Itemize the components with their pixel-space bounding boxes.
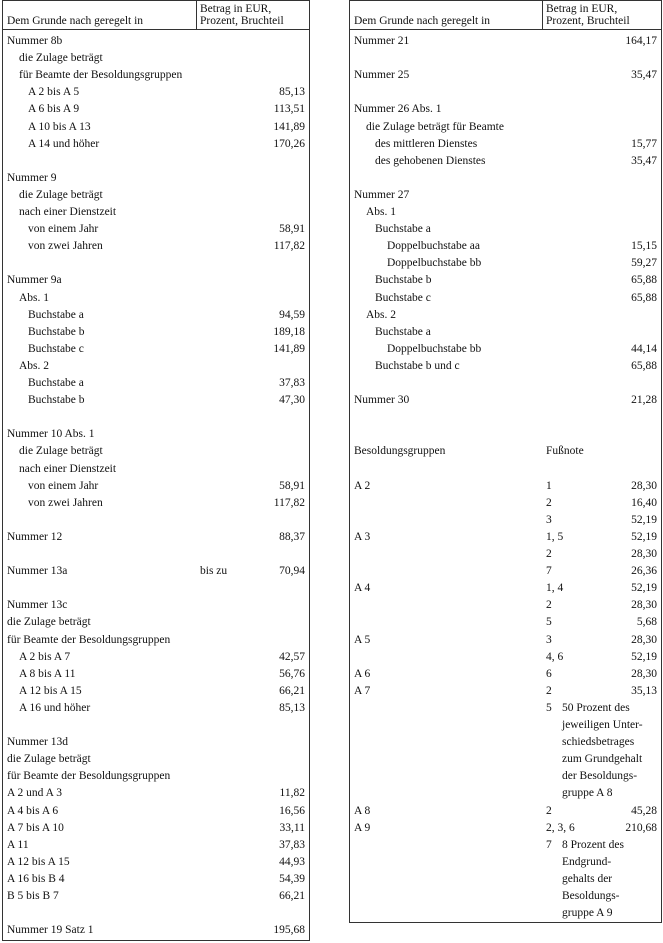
row-label: Buchstabe b und c [375, 359, 460, 372]
left-table-row [3, 563, 309, 580]
row-label: A 6 bis A 9 [28, 103, 80, 116]
row-footnote-text: gruppe A 9 [562, 907, 613, 920]
row-label: von zwei Jahren [28, 496, 103, 509]
row-label: A 6 [354, 667, 371, 680]
row-footnote: 6 [546, 667, 552, 680]
row-footnote-text: 50 Prozent des [562, 701, 630, 714]
row-value: 47,30 [279, 394, 305, 407]
row-value: 117,82 [273, 240, 305, 253]
right-table-row [350, 101, 661, 118]
left-table-row [3, 67, 309, 84]
row-label: Buchstabe a [28, 377, 84, 389]
right-table-row [350, 375, 661, 392]
left-table-row [3, 307, 309, 324]
row-value: 35,47 [631, 154, 657, 167]
right-table-row [350, 649, 661, 666]
left-table-row [3, 734, 309, 751]
left-table-row [3, 495, 309, 512]
row-footnote: Fußnote [546, 445, 584, 458]
row-label: für Beamte der Besoldungsgruppen [7, 770, 171, 783]
row-label: A 5 [354, 633, 371, 646]
row-label: von einem Jahr [28, 479, 99, 492]
left-table-row [3, 683, 309, 700]
row-label: Nummer 19 Satz 1 [7, 924, 94, 937]
right-table-row [350, 785, 661, 802]
right-table-row [350, 529, 661, 546]
row-value: 45,28 [631, 804, 657, 817]
row-label: Abs. 1 [366, 206, 397, 218]
row-label: Doppelbuchstabe aa [387, 240, 480, 253]
row-label: Nummer 13a [7, 565, 68, 578]
row-value: 210,68 [625, 821, 657, 834]
left-table-row [3, 837, 309, 854]
row-value: 54,39 [279, 872, 305, 885]
row-value: 85,13 [279, 701, 305, 714]
row-label: Buchstabe c [375, 291, 431, 304]
row-label: A 3 [354, 530, 371, 543]
right-header-col1: Dem Grunde nach geregelt in [354, 15, 491, 27]
row-label: A 11 [7, 838, 29, 851]
row-label: von einem Jahr [28, 223, 99, 236]
row-value: 65,88 [631, 274, 657, 287]
row-value: 164,17 [625, 35, 657, 47]
left-table-row [3, 136, 309, 153]
left-table-row [3, 785, 309, 802]
row-value: 195,68 [273, 924, 305, 937]
left-table-row [3, 649, 309, 666]
row-label: die Zulage beträgt [7, 616, 91, 629]
right-header-divider [542, 1, 543, 29]
row-label: Buchstabe a [28, 308, 84, 321]
right-table-row [350, 854, 661, 871]
row-value: 170,26 [273, 137, 305, 150]
row-value: 66,21 [279, 890, 305, 902]
row-value: 37,83 [279, 838, 305, 851]
right-table-row [350, 204, 661, 221]
left-table-row [3, 768, 309, 785]
left-table-row [3, 50, 309, 67]
row-label: A 14 und höher [28, 137, 100, 150]
row-label: nach einer Dienstzeit [19, 206, 117, 218]
right-table-row [350, 871, 661, 888]
left-table-row [3, 238, 309, 255]
row-footnote: 1 [546, 479, 552, 492]
row-label: A 12 bis A 15 [19, 684, 82, 697]
right-table-row [350, 307, 661, 324]
row-qualifier: bis zu [200, 565, 228, 578]
left-table-row [3, 751, 309, 768]
left-table-row [3, 272, 309, 289]
row-value: 65,88 [631, 359, 657, 372]
row-label: A 16 bis B 4 [7, 872, 65, 885]
row-value: 117,82 [273, 496, 305, 509]
right-table-row [350, 392, 661, 409]
row-label: A 10 bis A 13 [28, 120, 91, 133]
right-table-row [350, 495, 661, 512]
left-table-row [3, 922, 309, 939]
row-label: Abs. 2 [366, 308, 397, 321]
row-value: 5,68 [636, 616, 657, 629]
right-header-rule [350, 29, 661, 30]
row-value: 16,56 [279, 804, 305, 817]
left-table-row [3, 358, 309, 375]
left-table-row [3, 614, 309, 631]
row-label: die Zulage beträgt [19, 52, 103, 65]
row-label: Nummer 8b [7, 35, 63, 47]
right-table-row [350, 187, 661, 204]
left-table-row [3, 153, 309, 170]
row-footnote: 2, 3, 6 [546, 821, 575, 834]
right-table-row [350, 136, 661, 153]
row-label: A 9 [354, 821, 371, 834]
row-label: Buchstabe b [375, 274, 432, 287]
row-footnote: 3 [546, 633, 552, 646]
row-label: A 7 [354, 684, 371, 697]
row-value: 58,91 [279, 479, 305, 492]
right-table-row [350, 820, 661, 837]
row-label: B 5 bis B 7 [7, 890, 59, 902]
row-footnote: 2 [546, 599, 552, 612]
row-footnote-text: schiedsbetrages [562, 736, 635, 749]
right-table-row [350, 358, 661, 375]
row-label: Doppelbuchstabe bb [387, 257, 482, 270]
left-table-row [3, 221, 309, 238]
row-value: 28,30 [631, 548, 657, 560]
right-table-row [350, 614, 661, 631]
row-value: 52,19 [631, 530, 657, 543]
row-footnote: 2 [546, 804, 552, 817]
left-table-row [3, 255, 309, 272]
row-value: 26,36 [631, 565, 657, 578]
left-table-row [3, 512, 309, 529]
row-footnote: 7 [546, 565, 552, 578]
left-table-row [3, 666, 309, 683]
row-label: Nummer 25 [354, 69, 410, 82]
right-table-row [350, 597, 661, 614]
row-value: 58,91 [279, 223, 305, 236]
row-label: Abs. 2 [19, 359, 50, 372]
right-table-row [350, 768, 661, 785]
row-footnote-text: gehalts der [562, 872, 613, 885]
right-table [349, 0, 662, 923]
right-table-row [350, 803, 661, 820]
row-footnote: 4, 6 [546, 650, 564, 663]
right-header-col2-line2: Prozent, Bruchteil [546, 15, 630, 27]
row-footnote: 5 [546, 616, 552, 629]
left-table-row [3, 803, 309, 820]
row-value: 11,82 [279, 787, 305, 800]
left-table [2, 0, 310, 941]
row-label: A 2 bis A 5 [28, 86, 80, 99]
right-table-row [350, 700, 661, 717]
row-label: des gehobenen Dienstes [375, 154, 486, 167]
right-table-row [350, 683, 661, 700]
row-label: für Beamte der Besoldungsgruppen [19, 69, 183, 82]
row-label: A 8 [354, 804, 371, 817]
left-header-divider [196, 1, 197, 29]
left-table-row [3, 101, 309, 118]
row-label: A 8 bis A 11 [19, 667, 76, 680]
left-table-row [3, 33, 309, 50]
row-value: 33,11 [279, 821, 305, 834]
right-table-row [350, 119, 661, 136]
left-table-row [3, 170, 309, 187]
right-table-row [350, 580, 661, 597]
right-table-row [350, 666, 661, 683]
left-table-row [3, 324, 309, 341]
left-header-col2-line2: Prozent, Bruchteil [200, 15, 284, 27]
right-table-row [350, 546, 661, 563]
right-table-row [350, 409, 661, 426]
row-footnote: 5 [546, 701, 552, 714]
row-value: 28,30 [631, 599, 657, 612]
row-value: 16,40 [631, 496, 657, 509]
right-table-row [350, 255, 661, 272]
left-table-row [3, 290, 309, 307]
row-label: Nummer 26 Abs. 1 [354, 103, 442, 116]
row-value: 21,28 [631, 394, 657, 407]
row-label: Nummer 13c [7, 599, 68, 612]
right-table-row [350, 50, 661, 67]
left-table-row [3, 426, 309, 443]
right-table-row [350, 563, 661, 580]
row-label: Nummer 13d [7, 736, 69, 749]
left-table-row [3, 119, 309, 136]
left-table-row [3, 854, 309, 871]
row-value: 44,93 [279, 855, 305, 868]
right-table-row [350, 734, 661, 751]
left-table-row [3, 580, 309, 597]
row-label: A 2 bis A 7 [19, 650, 71, 663]
row-footnote-text: Endgrund- [562, 855, 612, 868]
row-label: A 2 [354, 479, 371, 492]
left-table-row [3, 392, 309, 409]
row-label: die Zulage beträgt für Beamte [366, 120, 504, 133]
right-table-row [350, 905, 661, 922]
right-table-row [350, 272, 661, 289]
row-label: von zwei Jahren [28, 240, 103, 253]
row-label: Besoldungsgruppen [354, 445, 446, 458]
row-footnote-text: jeweiligen Unter- [562, 719, 643, 731]
left-table-row [3, 204, 309, 221]
row-label: Nummer 10 Abs. 1 [7, 428, 95, 441]
row-footnote-text: 8 Prozent des [562, 838, 624, 851]
right-table-row [350, 512, 661, 529]
right-table-row [350, 751, 661, 768]
row-label: Nummer 12 [7, 530, 63, 543]
row-value: 44,14 [631, 342, 657, 355]
row-value: 56,76 [279, 667, 305, 680]
row-label: Doppelbuchstabe bb [387, 342, 482, 355]
row-value: 37,83 [279, 377, 305, 389]
left-header-rule [3, 29, 309, 30]
row-footnote-text: zum Grundgehalt [562, 753, 643, 766]
row-value: 59,27 [631, 257, 657, 270]
row-value: 52,19 [631, 513, 657, 526]
right-header-col2-line1: Betrag in EUR, [546, 3, 618, 15]
row-value: 52,19 [631, 582, 657, 595]
right-table-row [350, 632, 661, 649]
left-table-row [3, 409, 309, 426]
row-value: 42,57 [279, 650, 305, 663]
left-table-row [3, 461, 309, 478]
right-table-row [350, 170, 661, 187]
row-footnote: 2 [546, 684, 552, 697]
row-value: 28,30 [631, 479, 657, 492]
row-label: Nummer 27 [354, 188, 410, 201]
row-label: Abs. 1 [19, 291, 50, 304]
row-label: Buchstabe c [28, 342, 84, 355]
left-table-row [3, 529, 309, 546]
row-label: Buchstabe a [375, 223, 431, 236]
right-table-row [350, 67, 661, 84]
row-footnote-text: der Besoldungs- [562, 770, 638, 783]
row-footnote: 2 [546, 548, 552, 560]
row-label: Buchstabe a [375, 325, 431, 338]
row-label: die Zulage beträgt [7, 753, 91, 766]
left-table-row [3, 341, 309, 358]
left-table-row [3, 871, 309, 888]
left-table-row [3, 478, 309, 495]
row-value: 28,30 [631, 633, 657, 646]
row-value: 88,37 [279, 530, 305, 543]
row-footnote-text: gruppe A 8 [562, 787, 613, 800]
row-value: 28,30 [631, 667, 657, 680]
right-table-row [350, 84, 661, 101]
row-label: Nummer 9 [7, 171, 57, 184]
row-value: 85,13 [279, 86, 305, 99]
right-table-row [350, 478, 661, 495]
right-table-row [350, 221, 661, 238]
row-value: 35,47 [631, 69, 657, 82]
left-table-row [3, 888, 309, 905]
row-label: nach einer Dienstzeit [19, 462, 117, 475]
right-table-row [350, 33, 661, 50]
row-label: A 4 [354, 582, 371, 595]
right-table-row [350, 290, 661, 307]
right-table-row [350, 837, 661, 854]
right-table-row [350, 324, 661, 341]
row-label: A 2 und A 3 [7, 787, 62, 800]
left-table-row [3, 905, 309, 922]
row-value: 113,51 [273, 103, 305, 116]
right-table-row [350, 153, 661, 170]
row-label: für Beamte der Besoldungsgruppen [7, 633, 171, 646]
row-label: A 16 und höher [19, 701, 91, 714]
right-table-row [350, 238, 661, 255]
left-table-row [3, 632, 309, 649]
row-label: Nummer 9a [7, 274, 62, 287]
row-footnote: 7 [546, 838, 552, 851]
row-label: Nummer 21 [354, 35, 410, 47]
row-value: 189,18 [273, 325, 305, 338]
left-table-row [3, 597, 309, 614]
left-table-row [3, 187, 309, 204]
row-footnote-text: Besoldungs- [562, 890, 620, 902]
row-value: 94,59 [279, 308, 305, 321]
row-label: Buchstabe b [28, 394, 85, 407]
row-value: 65,88 [631, 291, 657, 304]
row-label: A 12 bis A 15 [7, 855, 70, 868]
left-table-row [3, 700, 309, 717]
row-value: 52,19 [631, 650, 657, 663]
left-table-row [3, 375, 309, 392]
left-table-row [3, 84, 309, 101]
left-table-row [3, 717, 309, 734]
right-table-row [350, 341, 661, 358]
row-value: 141,89 [273, 342, 305, 355]
row-label: Buchstabe b [28, 325, 85, 338]
row-value: 15,77 [631, 137, 657, 150]
right-table-row [350, 888, 661, 905]
row-value: 66,21 [279, 684, 305, 697]
row-footnote: 3 [546, 513, 552, 526]
row-value: 141,89 [273, 120, 305, 133]
left-table-row [3, 820, 309, 837]
left-table-row [3, 443, 309, 460]
left-header-col1: Dem Grunde nach geregelt in [7, 15, 144, 27]
row-footnote: 2 [546, 496, 552, 509]
row-footnote: 1, 4 [546, 582, 564, 595]
row-label: des mittleren Dienstes [375, 137, 478, 150]
right-table-row [350, 717, 661, 734]
right-table-row [350, 461, 661, 478]
row-value: 15,15 [631, 240, 657, 253]
row-label: die Zulage beträgt [19, 188, 103, 201]
left-table-row [3, 546, 309, 563]
row-footnote: 1, 5 [546, 530, 564, 543]
row-label: Nummer 30 [354, 394, 410, 407]
row-value: 70,94 [279, 565, 305, 578]
left-header-col2-line1: Betrag in EUR, [200, 3, 272, 15]
row-label: A 7 bis A 10 [7, 821, 64, 834]
row-label: A 4 bis A 6 [7, 804, 59, 817]
right-table-row [350, 443, 661, 460]
row-label: die Zulage beträgt [19, 445, 103, 458]
row-value: 35,13 [631, 684, 657, 697]
right-table-row [350, 426, 661, 443]
